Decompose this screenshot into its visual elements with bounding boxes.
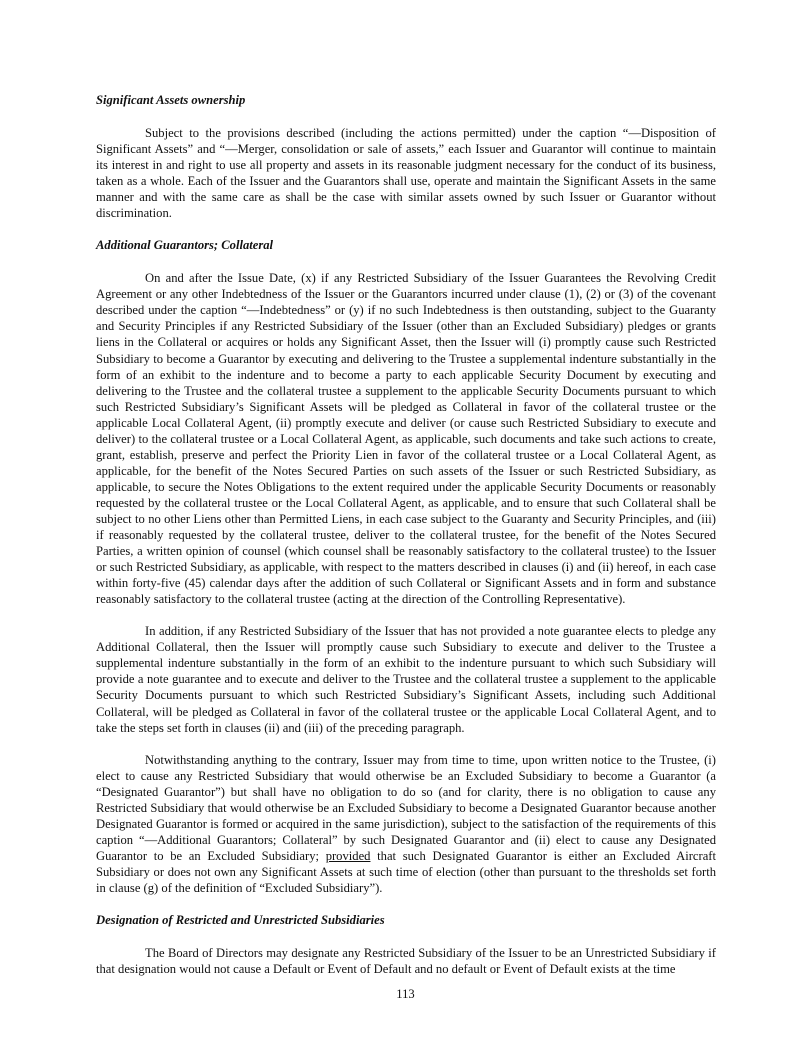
paragraph-designation-subsidiaries: The Board of Directors may designate any Restricted Subsidiary of the Issuer to be an Unrestricted Subsidiary if that designation would not cause a Default or Event of Default and no default or Event of Default exists at the time	[96, 946, 716, 977]
paragraph-text-segment: that such Designated Guarantor is either an Excluded Aircraft Subsidiary or does not own any Significant Assets at such time of election (other than pursuant to the thresholds set forth in clause (g) of the definition of “Excluded Subsidiary”).	[96, 848, 716, 895]
paragraph-additional-guarantors-3	[96, 752, 716, 896]
paragraph-additional-guarantors-2: In addition, if any Restricted Subsidiary of the Issuer that has not provided a note guarantee elects to pledge any Additional Collateral, then the Issuer will promptly cause such Subsidiary to execute and deliver to the Trustee a supplemental indenture substantially in the form of an exhibit to the indenture pursuant to which such Subsidiary will provide a note guarantee and to execute and deliver to the Trustee and the collateral trustee a supplement to the applicable Security Documents pursuant to which such Restricted Subsidiary’s Significant Assets, including such Additional Collateral, will be pledged as Collateral in favor of the collateral trustee or the applicable Local Collateral Agent, and to take the steps set forth in clauses (ii) and (iii) of the preceding paragraph.	[96, 624, 716, 735]
section-heading-significant-assets: Significant Assets ownership	[96, 93, 246, 107]
paragraph-significant-assets: Subject to the provisions described (including the actions permitted) under the caption “—Disposition of Significant Assets” and “—Merger, consolidation or sale of assets,” each Issuer and Guarantor will continue to maintain its interest in and right to use all property and assets in its reasonable judgment necessary for the conduct of its business, taken as a whole. Each of the Issuer and the Guarantors shall use, operate and maintain the Significant Assets in the same manner and with the same care as shall be the case with similar assets owned by such Issuer or Guarantor without discrimination.	[96, 126, 716, 221]
section-heading-additional-guarantors: Additional Guarantors; Collateral	[96, 238, 274, 253]
section-heading-designation-subsidiaries: Designation of Restricted and Unrestricted Subsidiaries	[96, 913, 385, 928]
paragraph-text-segment: Notwithstanding anything to the contrary, Issuer may from time to time, upon written notice to the Trustee, (i) elect to cause any Restricted Subsidiary that would otherwise be an Excluded Subsidiary to become a Guarantor (a “Designated Guarantor”) but shall have no obligation to do so (and for clarity, there is no obligation to cause any Restricted Subsidiary that would otherwise be an Excluded Subsidiary to become a Designated Guarantor because another Designated Guarantor is formed or acquired in the same jurisdiction), subject to the satisfaction of the requirements of this caption “—Additional Guarantors; Collateral” by such Designated Guarantor and (ii) elect to cause any Designated Guarantor to be an Excluded Subsidiary;	[96, 752, 716, 863]
underlined-term-provided: provided	[325, 848, 371, 863]
page-number: 113	[396, 987, 415, 1001]
paragraph-additional-guarantors-1: On and after the Issue Date, (x) if any Restricted Subsidiary of the Issuer Guarantees the Revolving Credit Agreement or any other Indebtedness of the Issuer or the Guarantors incurred under clause (1), (2) or (3) of the covenant described under the caption “—Indebtedness” or (y) if no such Indebtedness is then outstanding, subject to the Guaranty and Security Principles if any Restricted Subsidiary of the Issuer (other than an Excluded Subsidiary) pledges or grants liens in the Collateral or acquires or holds any Significant Asset, then the Issuer will (i) promptly cause such Restricted Subsidiary to become a Guarantor by executing and delivering to the Trustee a supplemental indenture substantially in the form of an exhibit to the indenture and to become a party to each applicable Security Document by executing and delivering to the Trustee and the collateral trustee a supplement to the applicable Security Documents pursuant to which such Restricted Subsidiary’s Significant Assets will be pledged as Collateral in favor of the collateral trustee or the applicable Local Collateral Agent, (ii) promptly execute and deliver (or cause such Restricted Subsidiary to execute and deliver) to the collateral trustee or a Local Collateral Agent, as applicable, such documents and take such actions to create, grant, establish, preserve and perfect the Priority Lien in favor of the collateral trustee or a Local Collateral Agent, as applicable, for the benefit of the Notes Secured Parties on such assets of the Issuer or such Restricted Subsidiary, as applicable, to secure the Notes Obligations to the extent required under the applicable Security Documents or reasonably requested by the collateral trustee or the Local Collateral Agent, as applicable, and to ensure that such Collateral shall be subject to no other Liens other than Permitted Liens, in each case subject to the Guaranty and Security Principles, and (iii) if reasonably requested by the collateral trustee, deliver to the collateral trustee, for the benefit of the Notes Secured Parties, a written opinion of counsel (which counsel shall be reasonably satisfactory to the collateral trustee) to the Issuer or such Restricted Subsidiary, as applicable, with respect to the matters described in clauses (i) and (ii) hereof, in each case within forty-five (45) calendar days after the addition of such Collateral or Significant Assets and in form and substance reasonably satisfactory to the collateral trustee (acting at the direction of the Controlling Representative).	[96, 271, 716, 607]
document-page	[96, 92, 716, 993]
